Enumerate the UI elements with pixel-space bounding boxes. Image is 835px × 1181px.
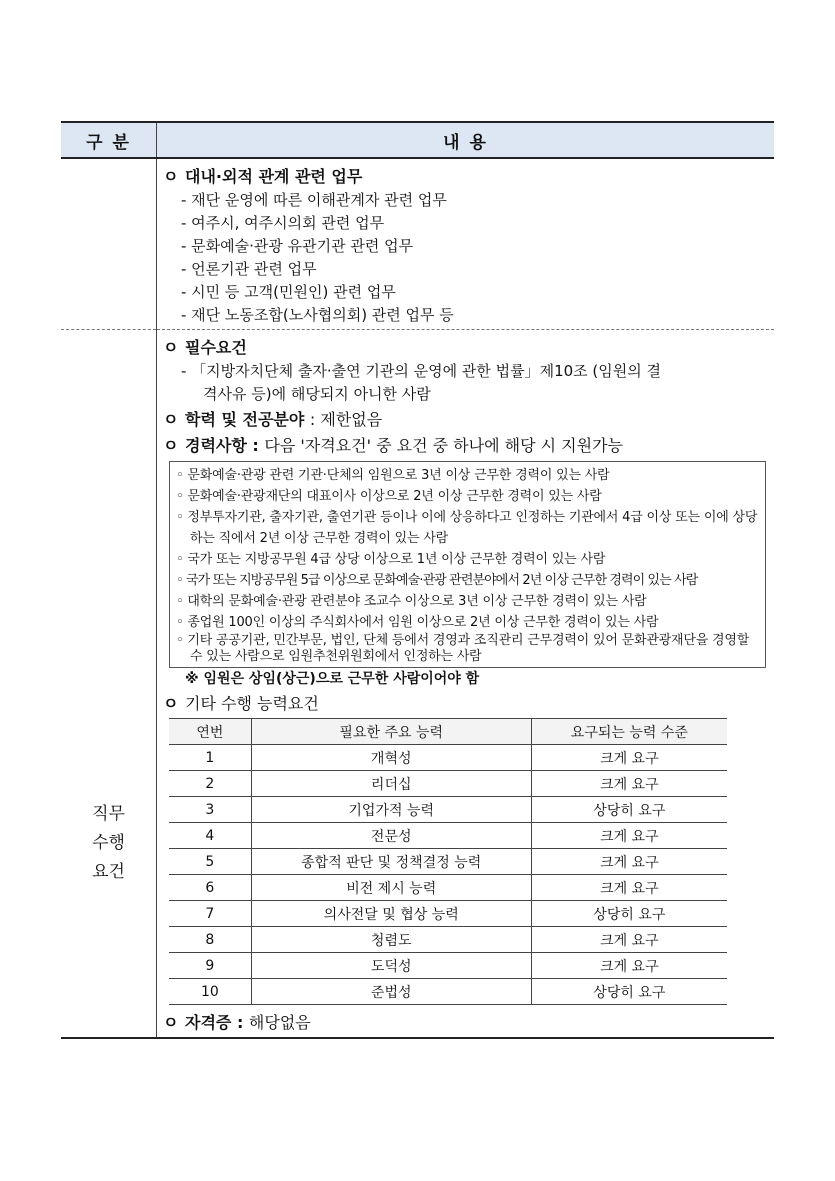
required-title: 필수요건 [185,338,247,357]
table-cell: 상당히 요구 [531,979,727,1005]
education-value: : 제한없음 [309,410,383,429]
list-item: ◦ 국가 또는 지방공무원 4급 상당 이상으로 1년 이상 근무한 경력이 있는 사람 [176,552,606,567]
table-cell: 7 [169,901,251,927]
list-item: ◦ 문화예술·관광재단의 대표이사 이상으로 2년 이상 근무한 경력이 있는 사람 [176,489,602,504]
table-cell: 8 [169,927,251,953]
list-item: ◦ 종업원 100인 이상의 주식회사에서 임원 이상으로 2년 이상 근무한 경력이 있는 사람 [176,615,659,630]
ability-header-cell: 요구되는 능력 수준 [531,719,727,745]
table-cell: 상당히 요구 [531,901,727,927]
bullet-license [163,1011,774,1035]
header-category: 구 분 [61,122,157,158]
table-cell: 5 [169,849,251,875]
table-cell: 청렴도 [251,927,531,953]
required-line: - 「지방자치단체 출자·출연 기관의 운영에 관한 법률」제10조 (임원의 결 [181,362,662,380]
career-value: 다음 '자격요건' 중 요건 중 하나에 해당 시 지원가능 [264,436,623,455]
table-row [169,875,727,901]
ability-header-cell: 연번 [169,719,251,745]
bullet-other [163,692,774,716]
table-cell: 비전 제시 능력 [251,875,531,901]
table-row [169,979,727,1005]
table-header-row [61,122,774,158]
table-cell: 도덕성 [251,953,531,979]
license-title: 자격증 : [185,1013,244,1032]
table-cell: 크게 요구 [531,953,727,979]
list-item: ◦ 기타 공공기관, 민간부문, 법인, 단체 등에서 경영과 조직관리 근무경력이 있어 문화관광재단을 경영할 수 있는 사람으로 임원추천위원회에서 인정하는 사람 [176,633,750,664]
ability-header-row [169,719,727,745]
other-title: 기타 수행 능력요건 [185,694,319,713]
table-cell: 종합적 판단 및 정책결정 능력 [251,849,531,875]
bullet-icon: ㅇ [163,436,179,455]
bullet-required [163,336,774,360]
note: ※ 임원은 상임(상근)으로 근무한 사람이어야 함 [185,671,480,687]
table-cell: 리더십 [251,771,531,797]
table-cell: 6 [169,875,251,901]
table-cell: 개혁성 [251,745,531,771]
table-cell: 2 [169,771,251,797]
list-item: - 언론기관 관련 업무 [181,260,317,278]
bullet-education [163,408,774,432]
list-item: - 문화예술·관광 유관기관 관련 업무 [181,237,414,255]
list-item: ◦ 문화예술·관광 관련 기관·단체의 임원으로 3년 이상 근무한 경력이 있는 사람 [176,468,610,483]
table-cell: 4 [169,823,251,849]
career-title: 경력사항 : [185,436,259,455]
table-cell: 크게 요구 [531,849,727,875]
table-cell: 의사전달 및 협상 능력 [251,901,531,927]
header-content: 내 용 [157,122,775,158]
label-line: 직무 [92,804,125,824]
table-row [169,849,727,875]
list-item: - 재단 노동조합(노사협의회) 관련 업무 등 [181,306,454,324]
table-row [169,797,727,823]
requirements-table [61,121,774,1039]
table-cell: 9 [169,953,251,979]
list-item: ◦ 정부투자기관, 출자기관, 출연기관 등이나 이에 상응하다고 인정하는 기관에서 4급 이상 또는 이에 상당하는 직에서 2년 이상 근무한 경력이 있는 사람 [176,510,758,546]
requirements-row [61,330,774,1039]
bullet-icon: ㅇ [163,1013,179,1032]
table-row [169,953,727,979]
bullet-career [163,434,774,458]
table-cell: 준법성 [251,979,531,1005]
table-row [169,901,727,927]
duties-content [157,158,775,330]
bullet-icon: ㅇ [163,694,179,713]
required-line: 격사유 등)에 해당되지 아니한 사람 [203,385,431,403]
duties-label [61,158,157,330]
list-item: ◦ 국가 또는 지방공무원 5급 이상으로 문화예술·관광 관련분야에서 2년 이상 근무한 경력이 있는 사람 [176,573,698,588]
bullet-icon: ㅇ [163,338,179,357]
table-cell: 크게 요구 [531,745,727,771]
table-cell: 3 [169,797,251,823]
education-title: 학력 및 전공분야 [185,410,305,429]
table-cell: 기업가적 능력 [251,797,531,823]
table-cell: 10 [169,979,251,1005]
table-cell: 크게 요구 [531,875,727,901]
label-line: 수행 [92,833,125,853]
label-line: 요건 [92,862,125,882]
list-item: - 여주시, 여주시의회 관련 업무 [181,214,385,232]
ability-header-cell: 필요한 주요 능력 [251,719,531,745]
requirements-label [61,330,157,1039]
list-item: - 재단 운영에 따른 이해관계자 관련 업무 [181,191,447,209]
career-requirements-box [169,461,766,668]
list-item: ◦ 대학의 문화예술·관광 관련분야 조교수 이상으로 3년 이상 근무한 경력이 있는 사람 [176,594,647,609]
list-item: - 시민 등 고객(민원인) 관련 업무 [181,283,396,301]
requirements-content [157,330,775,1039]
table-row [169,745,727,771]
duties-row [61,158,774,330]
table-cell: 상당히 요구 [531,797,727,823]
table-cell: 크게 요구 [531,823,727,849]
ability-table [169,718,727,1005]
bullet-icon: ㅇ [163,167,179,186]
table-row [169,771,727,797]
table-cell: 전문성 [251,823,531,849]
license-value: 해당없음 [248,1013,311,1032]
table-cell: 1 [169,745,251,771]
table-cell: 크게 요구 [531,927,727,953]
table-row [169,823,727,849]
bullet-icon: ㅇ [163,410,179,429]
bullet-relations [163,165,774,189]
relations-title: 대내·외적 관계 관련 업무 [185,167,363,186]
table-row [169,927,727,953]
table-cell: 크게 요구 [531,771,727,797]
